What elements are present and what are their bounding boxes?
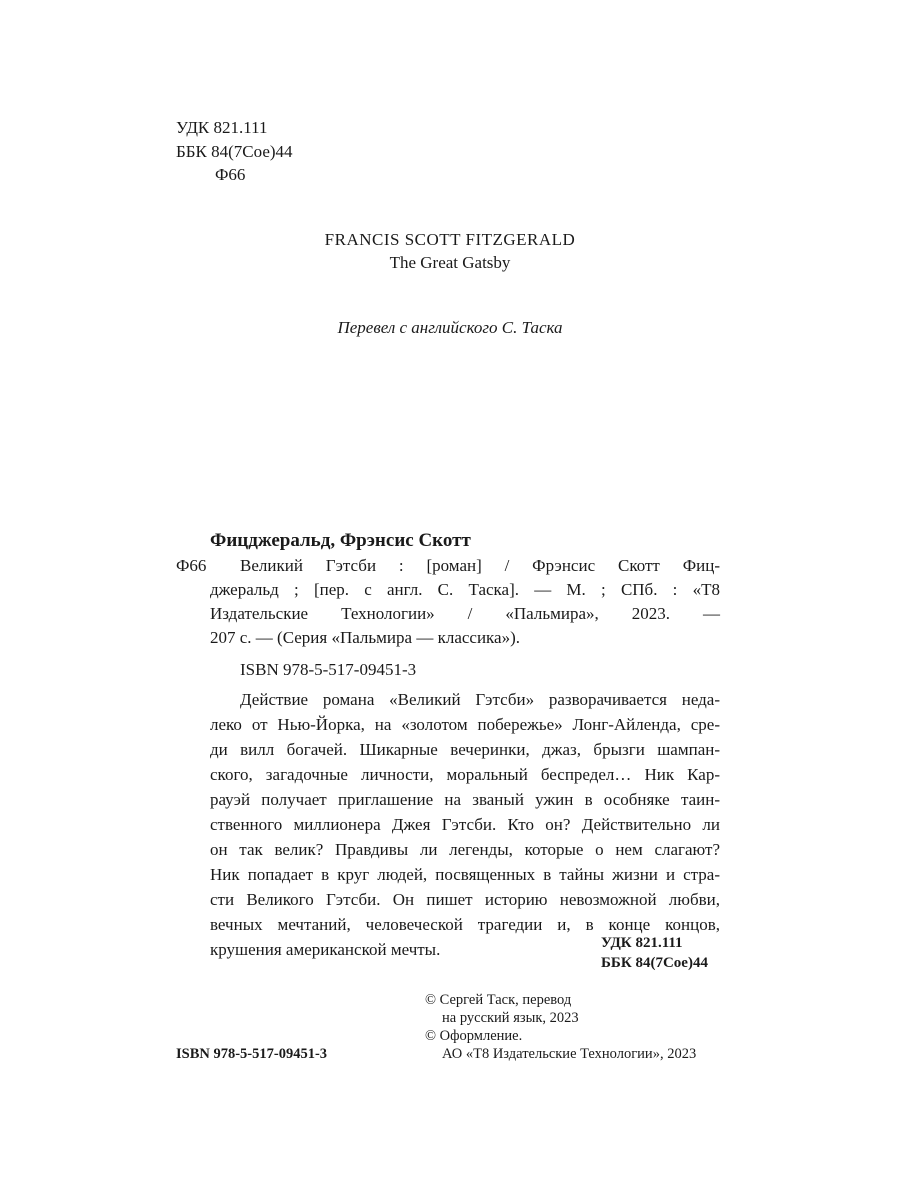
entry-line: Издательские Технологии» / «Пальмира», 2023. — xyxy=(210,604,720,623)
abstract-line: ди вилл богачей. Шикарные вечеринки, джаз, брызги шампан- xyxy=(210,740,720,759)
author-code-top: Ф66 xyxy=(215,165,246,184)
copyright-line: АО «Т8 Издательские Технологии», 2023 xyxy=(442,1046,697,1062)
udk-top: УДК 821.111 xyxy=(176,118,268,137)
abstract-line: леко от Нью-Йорка, на «золотом побережье» Лонг-Айленда, сре- xyxy=(210,715,720,734)
abstract-line: он так велик? Правдивы ли легенды, которые о нем слагают? xyxy=(210,840,720,859)
abstract-line: Ник попадает в круг людей, посвященных в тайны жизни и стра- xyxy=(210,865,720,884)
entry-code: Ф66 xyxy=(176,556,207,575)
bbk-bottom: ББК 84(7Сое)44 xyxy=(601,955,708,971)
translator: Перевел с английского С. Таска xyxy=(337,318,563,337)
abstract-line: крушения американской мечты. xyxy=(210,940,441,959)
original-author: FRANCIS SCOTT FITZGERALD xyxy=(324,230,576,249)
entry-heading: Фицджеральд, Фрэнсис Скотт xyxy=(210,530,471,551)
isbn-bottom: ISBN 978-5-517-09451-3 xyxy=(176,1046,328,1062)
original-title: The Great Gatsby xyxy=(389,253,511,272)
entry-isbn: ISBN 978-5-517-09451-3 xyxy=(240,660,417,679)
entry-line: джеральд ; [пер. с англ. С. Таска]. — М. ; СПб. : «Т8 xyxy=(210,580,720,599)
entry-line: 207 с. — (Серия «Пальмира — классика»). xyxy=(210,628,521,647)
copyright-line: © Сергей Таск, перевод xyxy=(425,992,572,1008)
abstract-line: ского, загадочные личности, моральный беспредел… Ник Кар- xyxy=(210,765,720,784)
copyright-line: на русский язык, 2023 xyxy=(442,1010,579,1026)
entry-line: Великий Гэтсби : [роман] / Фрэнсис Скотт Фиц- xyxy=(240,556,720,575)
bbk-top: ББК 84(7Сое)44 xyxy=(176,142,293,161)
udk-bottom: УДК 821.111 xyxy=(601,935,683,951)
abstract-line: вечных мечтаний, человеческой трагедии и, в конце концов, xyxy=(210,915,720,934)
abstract-line: рауэй получает приглашение на званый ужин в особняке таин- xyxy=(210,790,720,809)
abstract-line: ственного миллионера Джея Гэтсби. Кто он? Действительно ли xyxy=(210,815,720,834)
abstract-line: сти Великого Гэтсби. Он пишет историю невозможной любви, xyxy=(210,890,720,909)
abstract-line: Действие романа «Великий Гэтсби» разворачивается неда- xyxy=(240,690,720,709)
copyright-line: © Оформление. xyxy=(425,1028,523,1044)
